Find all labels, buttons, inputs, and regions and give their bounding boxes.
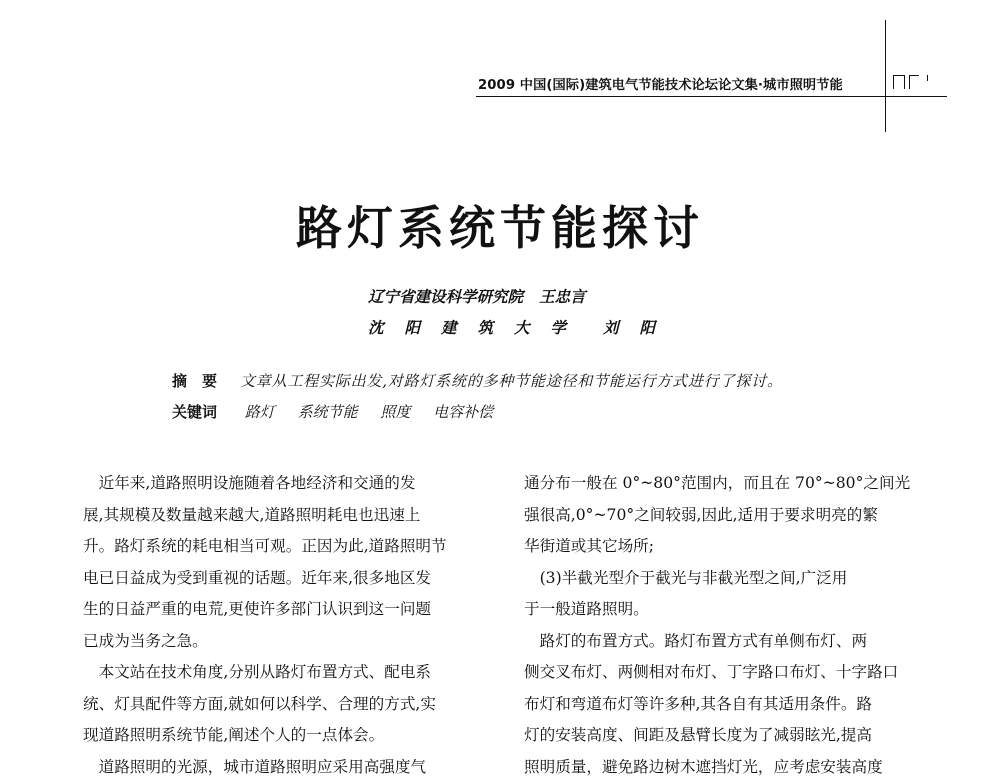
keyword: 照度	[380, 401, 410, 422]
text-line: 统、灯具配件等方面,就如何以科学、合理的方式,实	[83, 689, 483, 721]
running-header: 2009 中国(国际)建筑电气节能技术论坛论文集·城市照明节能	[478, 74, 843, 93]
page-mark-box	[893, 75, 905, 89]
author-affiliation: 辽宁省建设科学研究院	[368, 287, 523, 306]
text-line: 电已日益成为受到重视的话题。近年来,很多地区发	[83, 563, 483, 595]
header-vertical-rule	[885, 20, 886, 132]
text-line: 展,其规模及数量越来越大,道路照明耗电也迅速上	[83, 500, 483, 532]
text-line: 生的日益严重的电荒,更使许多部门认识到这一问题	[83, 594, 483, 626]
header-page-marks	[893, 75, 931, 89]
text-line: 道路照明的光源，城市道路照明应采用高强度气	[83, 752, 483, 783]
text-line: 本文站在技术角度,分别从路灯布置方式、配电系	[83, 657, 483, 689]
text-line: 布灯和弯道布灯等许多种,其各自有其适用条件。路	[524, 689, 924, 721]
text-line: (3)半截光型介于截光与非截光型之间,广泛用	[524, 563, 924, 595]
text-line: 通分布一般在 0°~80°范围内，而且在 70°~80°之间光	[524, 468, 924, 500]
text-line: 近年来,道路照明设施随着各地经济和交通的发	[83, 468, 483, 500]
text-line: 已成为当务之急。	[83, 626, 483, 658]
header-rule	[476, 96, 947, 97]
author-line-1	[368, 285, 586, 307]
text-line: 路灯的布置方式。路灯布置方式有单侧布灯、两	[524, 626, 924, 658]
text-line: 侧交叉布灯、两侧相对布灯、丁字路口布灯、十字路口	[524, 657, 924, 689]
text-line: 灯的安装高度、间距及悬臂长度为了减弱眩光,提高	[524, 720, 924, 752]
abstract-row	[172, 370, 783, 391]
keywords-label: 关键词	[172, 401, 240, 422]
body-right-column	[524, 468, 924, 783]
author-name: 刘阳	[603, 318, 676, 337]
text-line: 升。路灯系统的耗电相当可观。正因为此,道路照明节	[83, 531, 483, 563]
text-line: 现道路照明系统节能,阐述个人的一点体会。	[83, 720, 483, 752]
keyword: 系统节能	[298, 401, 358, 422]
body-left-column	[83, 468, 483, 783]
text-line: 华街道或其它场所;	[524, 531, 924, 563]
page-mark-corner	[909, 75, 919, 89]
author-name: 王忠言	[539, 287, 586, 306]
text-line: 照明质量，避免路边树木遮挡灯光，应考虑安装高度	[524, 752, 924, 783]
text-line: 于一般道路照明。	[524, 594, 924, 626]
keywords-row	[172, 401, 511, 422]
paper-title: 路灯系统节能探讨	[0, 192, 1000, 258]
page-mark-tick	[927, 75, 931, 81]
abstract-label: 摘要	[172, 370, 240, 391]
keyword: 路灯	[245, 401, 275, 422]
abstract-text: 文章从工程实际出发,对路灯系统的多种节能途径和节能运行方式进行了探讨。	[240, 372, 783, 390]
keyword: 电容补偿	[433, 401, 493, 422]
author-line-2	[368, 316, 676, 338]
author-affiliation: 沈阳建筑大学	[368, 318, 587, 337]
text-line: 强很高,0°~70°之间较弱,因此,适用于要求明亮的繁	[524, 500, 924, 532]
